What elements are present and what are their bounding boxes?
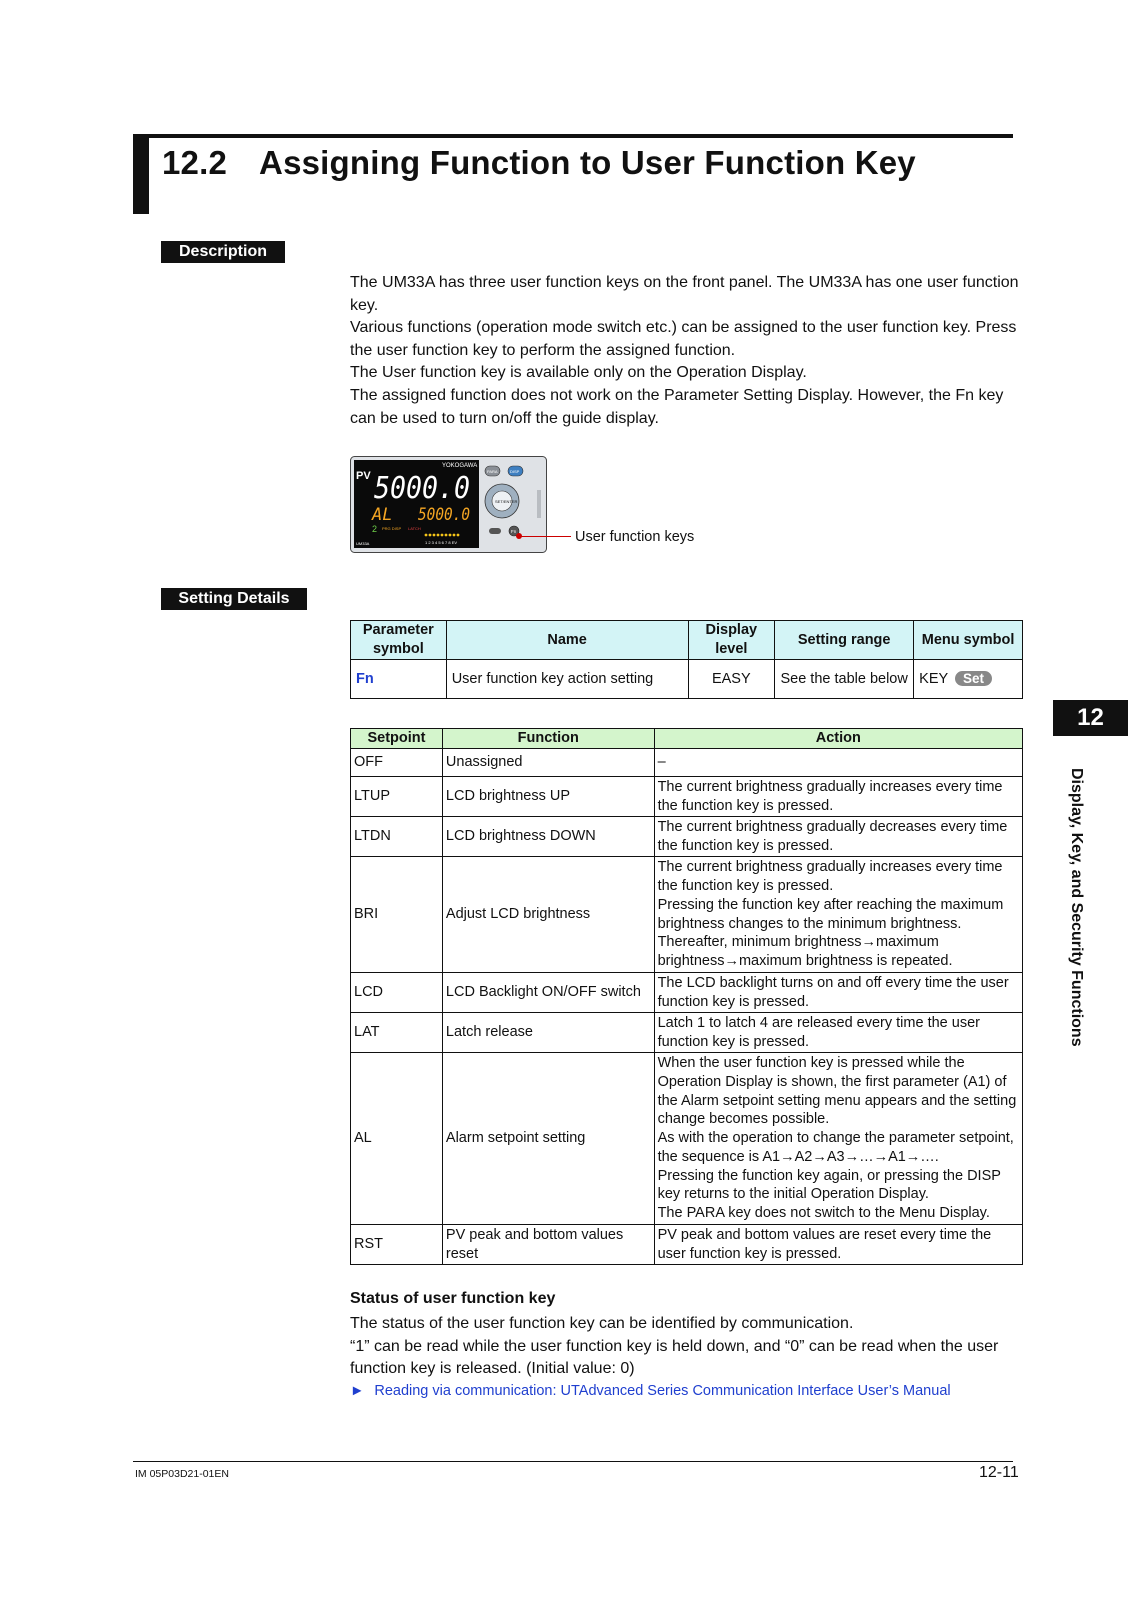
function-cell: LCD brightness UP	[442, 777, 654, 817]
status-text	[350, 1313, 1020, 1381]
function-cell: LCD brightness DOWN	[442, 817, 654, 857]
sub-value: 5000.0	[418, 505, 470, 525]
led-numbers: 1 2 3 4 5 6 7 8 EV	[425, 540, 458, 545]
table-row	[351, 1013, 1023, 1053]
function-cell: LCD Backlight ON/OFF switch	[442, 973, 654, 1013]
action-cell: The current brightness gradually increases every time the function key is pressed. Pressing the function key after reaching the maximum brightness changes to the minimum brightness. Thereafter, minimum brightness→maximum brightness→maximum brightness is repeated.	[654, 857, 1022, 973]
setpoint-cell: LTDN	[351, 817, 443, 857]
menu-symbol	[914, 660, 1023, 699]
table-row	[351, 1225, 1023, 1265]
action-cell: The current brightness gradually decreases every time the function key is pressed.	[654, 817, 1022, 857]
function-cell: Alarm setpoint setting	[442, 1053, 654, 1225]
status-paragraph: The status of the user function key can be identified by communication.	[350, 1315, 854, 1332]
status-paragraph: “1” can be read while the user function key is held down, and “0” can be read when the user function key is released. (Initial value: 0)	[350, 1337, 999, 1377]
action-cell: When the user function key is pressed while the Operation Display is shown, the first parameter (A1) of the Alarm setpoint setting menu appears and the setting change becomes possible. As with the operation to change the parameter setpoint, the sequence is A1→A2→A3→…→A1→…. Pressing the function key again, or pressing the DISP key returns to the initial Operation Display. The PARA key does not switch to the Menu Display.	[654, 1053, 1022, 1225]
page-number: 12-11	[979, 1464, 1019, 1481]
latch-label: LATCH	[408, 526, 421, 531]
setpoint-table-header-row	[351, 729, 1023, 749]
table-row	[351, 817, 1023, 857]
heading-side-bar	[133, 134, 149, 214]
function-cell: Unassigned	[442, 749, 654, 777]
function-cell: Latch release	[442, 1013, 654, 1053]
parameter-name: User function key action setting	[446, 660, 688, 699]
section-heading	[162, 144, 916, 182]
section-title: Assigning Function to User Function Key	[259, 144, 916, 181]
parameter-table-header-row	[351, 621, 1023, 660]
setpoint-cell: LTUP	[351, 777, 443, 817]
column-header: Name	[446, 621, 688, 660]
action-cell: The current brightness gradually increases every time the function key is pressed.	[654, 777, 1022, 817]
heading-top-rule	[133, 134, 1013, 138]
column-header: Parameter symbol	[351, 621, 447, 660]
indicator-led-row	[425, 534, 460, 537]
description-paragraph: Various functions (operation mode switch etc.) can be assigned to the user function key. Press the user function key to perform the assigned function.	[350, 319, 1017, 359]
brand-text: YOKOGAWA	[442, 463, 478, 469]
description-paragraph: The UM33A has three user function keys on the front panel. The UM33A has one user function key.	[350, 274, 1019, 314]
figure-caption: User function keys	[575, 529, 695, 545]
reference-link-text[interactable]: Reading via communication: UTAdvanced Series Communication Interface User’s Manual	[374, 1383, 951, 1399]
fn-key-label: Fn	[511, 529, 517, 534]
reference-arrow-icon: ►	[350, 1383, 365, 1399]
setpoint-cell: BRI	[351, 857, 443, 973]
parameter-table	[350, 620, 1023, 699]
chapter-title-vertical: Display, Key, and Security Functions	[1068, 768, 1085, 1047]
section-number: 12.2	[162, 144, 228, 181]
document-id: IM 05P03D21-01EN	[135, 1468, 229, 1480]
display-level: EASY	[688, 660, 775, 699]
column-header: Setpoint	[351, 729, 443, 749]
action-cell: The LCD backlight turns on and off every time the user function key is pressed.	[654, 973, 1022, 1013]
table-row	[351, 660, 1023, 699]
table-row	[351, 973, 1023, 1013]
setpoint-cell: LCD	[351, 973, 443, 1013]
setpoint-table	[350, 728, 1023, 1265]
menu-symbol-prefix: KEY	[919, 670, 948, 687]
user-function-key-left	[489, 528, 501, 534]
set-enter-label: SET/ENTER	[495, 499, 518, 504]
indicator-labels: PRG DISP	[382, 526, 402, 531]
model-text: UM33A	[356, 541, 370, 546]
table-row	[351, 1053, 1023, 1225]
table-row	[351, 749, 1023, 777]
sub-label: AL	[372, 505, 393, 525]
table-row	[351, 857, 1023, 973]
setpoint-cell: AL	[351, 1053, 443, 1225]
column-header: Setting range	[775, 621, 914, 660]
small-digit: 2	[372, 524, 378, 534]
reference-link[interactable]	[350, 1383, 951, 1399]
function-cell: PV peak and bottom values reset	[442, 1225, 654, 1265]
description-paragraph: The User function key is available only on the Operation Display.	[350, 364, 807, 382]
action-cell: –	[654, 749, 1022, 777]
para-key-label: PARA	[487, 469, 498, 474]
description-label: Description	[161, 241, 285, 263]
chapter-number-tab: 12	[1053, 700, 1128, 736]
pv-label: PV	[356, 470, 371, 482]
table-row	[351, 777, 1023, 817]
function-cell: Adjust LCD brightness	[442, 857, 654, 973]
column-header: Menu symbol	[914, 621, 1023, 660]
setpoint-cell: LAT	[351, 1013, 443, 1053]
parameter-symbol: Fn	[351, 660, 447, 699]
setting-details-label: Setting Details	[161, 588, 307, 610]
column-header: Action	[654, 729, 1022, 749]
description-text	[350, 272, 1020, 430]
action-cell: Latch 1 to latch 4 are released every time the user function key is pressed.	[654, 1013, 1022, 1053]
footer-rule	[133, 1461, 1013, 1462]
set-badge: Set	[955, 671, 992, 686]
callout-line	[519, 536, 571, 537]
setpoint-cell: OFF	[351, 749, 443, 777]
action-cell: PV peak and bottom values are reset every time the user function key is pressed.	[654, 1225, 1022, 1265]
disp-key-label: DISP	[510, 469, 520, 474]
status-heading: Status of user function key	[350, 1290, 556, 1307]
pv-value: 5000.0	[374, 471, 470, 506]
column-header: Function	[442, 729, 654, 749]
column-header: Display level	[688, 621, 775, 660]
setting-range: See the table below	[775, 660, 914, 699]
setpoint-cell: RST	[351, 1225, 443, 1265]
description-paragraph: The assigned function does not work on the Parameter Setting Display. However, the Fn key can be used to turn on/off the guide display.	[350, 386, 1004, 427]
